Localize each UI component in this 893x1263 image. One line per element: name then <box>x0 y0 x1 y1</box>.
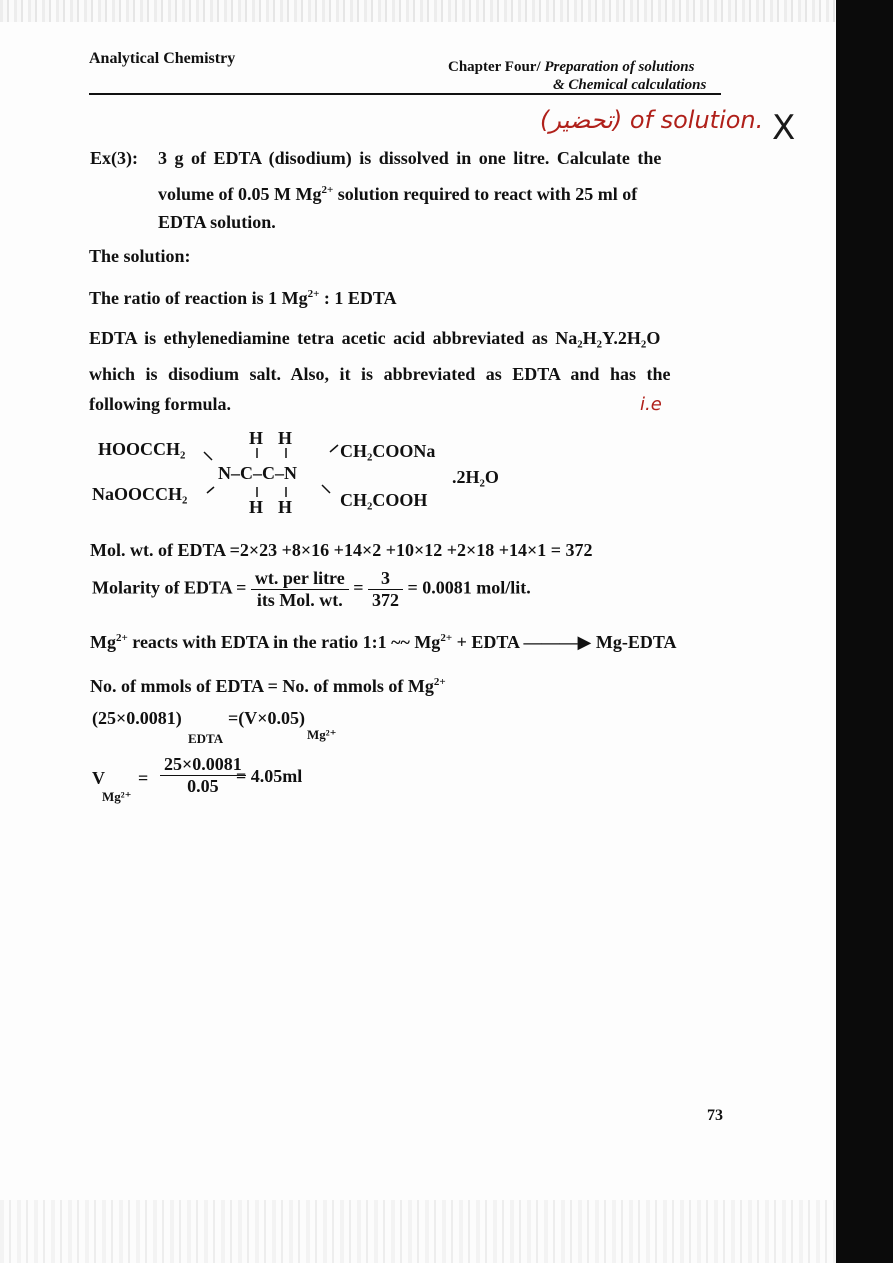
formula-h-bottom-2: H <box>278 497 293 517</box>
mol-wt-line: Mol. wt. of EDTA =2×23 +8×16 +14×2 +10×12 +2×18 +14×1 = 372 <box>90 540 593 560</box>
solution-heading: The solution: <box>89 246 191 266</box>
header-chapter-subtitle: & Chemical calculations <box>553 77 707 93</box>
molarity-frac1-num: wt. per litre <box>251 568 349 590</box>
molarity-line <box>92 568 531 611</box>
ratio-a: The ratio of reaction is 1 Mg <box>89 288 308 308</box>
handwritten-note: (تحضير) of solution. <box>540 106 764 134</box>
reaction-arrow: ———▶ <box>523 632 592 652</box>
formula-group-ch2coona: CH₂COONa <box>340 441 436 461</box>
molarity-eq: = <box>353 577 364 598</box>
reaction-b: reacts with EDTA in the ratio 1:1 ~~ Mg <box>127 632 441 652</box>
v-denominator: 0.05 <box>187 776 219 796</box>
molarity-result: = 0.0081 mol/lit. <box>407 577 531 598</box>
v-label: V <box>92 768 105 788</box>
molarity-frac2-den: 372 <box>371 590 399 610</box>
handwritten-margin-mark: X <box>772 108 796 148</box>
scan-noise-bottom <box>0 1200 893 1263</box>
bond-lower-left <box>207 487 214 493</box>
molarity-frac1-den: its Mol. wt. <box>256 590 343 610</box>
reaction-c: + EDTA <box>452 632 524 652</box>
page-number: 73 <box>707 1107 723 1124</box>
formula-h-bottom-1: H <box>249 497 264 517</box>
equation-right-subscript: Mg²⁺ <box>307 727 337 742</box>
equation-left-subscript: EDTA <box>188 731 224 746</box>
handwritten-ie: i.e <box>640 394 662 415</box>
example-line-2 <box>158 184 637 205</box>
header-book-title: Analytical Chemistry <box>89 50 236 67</box>
example-line-3: EDTA solution. <box>158 212 276 232</box>
paragraph-line-1: EDTA is ethylenediamine tetra acetic acid abbreviated as Na₂H₂Y.2H₂O <box>89 328 661 348</box>
ratio-line <box>89 288 397 309</box>
v-subscript: Mg²⁺ <box>102 789 132 804</box>
example-line-2-b: solution required to react with 25 ml of <box>333 184 638 204</box>
header-chapter-title <box>448 59 694 76</box>
mmol-line <box>90 676 446 697</box>
paragraph-line-2: which is disodium salt. Also, it is abbreviated as EDTA and has the <box>89 364 671 384</box>
header-chapter-topic: Preparation of solutions <box>544 59 695 75</box>
formula-backbone: N–C–C–N <box>218 463 297 483</box>
bond-lower-right <box>322 485 330 493</box>
v-result: = 4.05ml <box>236 766 303 786</box>
molarity-fraction-2 <box>368 568 403 611</box>
reaction-a: Mg <box>90 632 116 652</box>
formula-h-top-1: H <box>249 428 264 448</box>
equation-left: (25×0.0081) <box>92 708 182 728</box>
formula-h-top-2: H <box>278 428 293 448</box>
equation-right: =(V×0.05) <box>228 708 306 728</box>
mmol-sup: 2+ <box>433 676 446 688</box>
example-line-1: 3 g of EDTA (disodium) is dissolved in one litre. Calculate the <box>158 148 662 168</box>
header-rule <box>89 93 721 95</box>
mmol-a: No. of mmols of EDTA = No. of mmols of Mg <box>90 676 434 696</box>
molarity-fraction-1 <box>251 568 349 611</box>
reaction-d: Mg-EDTA <box>591 632 677 652</box>
bond-upper-left <box>204 452 212 460</box>
formula-bonds <box>190 440 350 520</box>
reaction-sup-1: 2+ <box>116 632 128 644</box>
ratio-sup: 2+ <box>307 288 320 300</box>
molarity-label: Molarity of EDTA = <box>92 577 247 598</box>
v-numerator: 25×0.0081 <box>160 754 246 776</box>
v-equals: = <box>138 768 149 788</box>
scan-noise-top <box>0 0 893 22</box>
formula-hydrate: .2H₂O <box>452 467 499 487</box>
example-line-2-a: volume of 0.05 M Mg <box>158 184 322 204</box>
v-fraction <box>160 754 246 797</box>
example-label: Ex(3): <box>90 148 138 168</box>
header-chapter-prefix: Chapter Four/ <box>448 59 545 75</box>
reaction-sup-2: 2+ <box>440 632 453 644</box>
paragraph-line-3: following formula. <box>89 394 231 414</box>
example-line-2-sup: 2+ <box>321 184 334 196</box>
formula-group-hoocch2: HOOCCH₂ <box>98 439 186 459</box>
formula-group-naoocch2: NaOOCCH₂ <box>92 484 188 504</box>
v-fraction-body <box>160 754 246 797</box>
bond-upper-right <box>330 445 338 452</box>
formula-group-ch2cooh: CH₂COOH <box>340 490 428 510</box>
reaction-line <box>90 632 677 653</box>
scan-dark-edge <box>836 0 893 1263</box>
molarity-frac2-num: 3 <box>368 568 403 590</box>
ratio-b: : 1 EDTA <box>319 288 397 308</box>
